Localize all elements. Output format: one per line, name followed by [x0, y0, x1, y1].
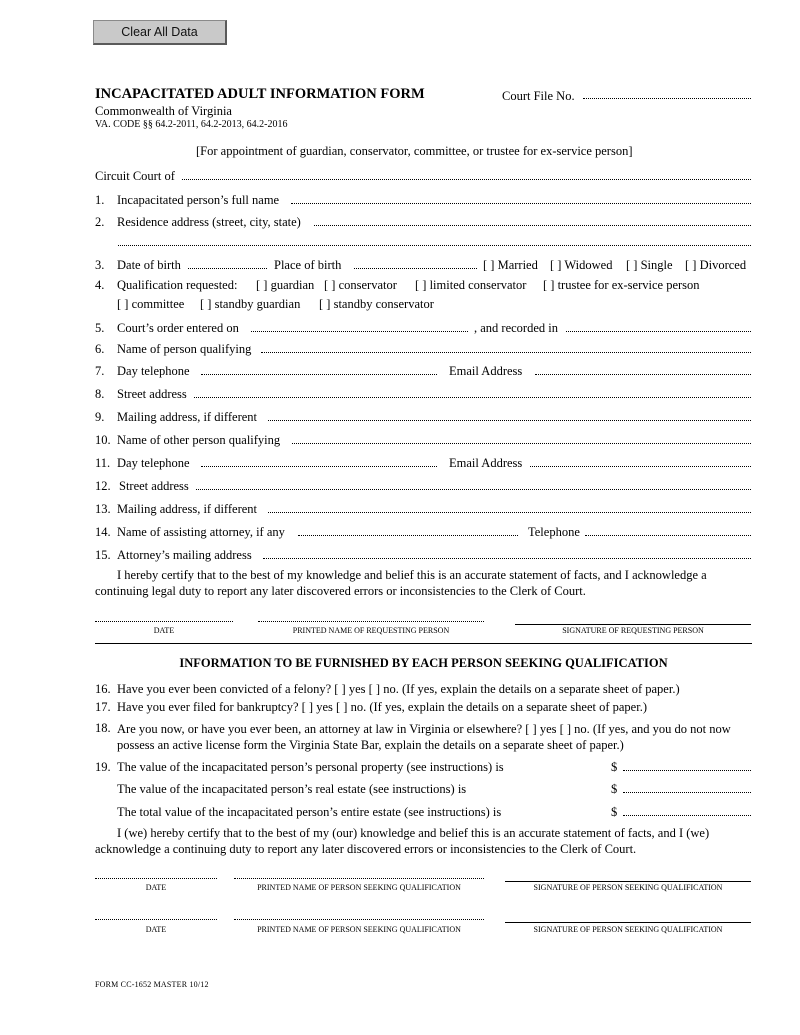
form-title: INCAPACITATED ADULT INFORMATION FORM: [95, 86, 425, 102]
guardian-checkbox[interactable]: [ ] guardian: [256, 278, 315, 292]
printed-name-field[interactable]: [234, 919, 484, 920]
commonwealth-label: Commonwealth of Virginia: [95, 104, 232, 118]
item-number: 7.: [95, 364, 105, 378]
email-field[interactable]: [535, 374, 751, 375]
printed-name-caption: PRINTED NAME OF PERSON SEEKING QUALIFICATION: [257, 883, 461, 892]
item-number: 3.: [95, 258, 105, 272]
currency-symbol: $: [611, 760, 618, 774]
date-of-birth-field[interactable]: [188, 268, 267, 269]
signature-caption: SIGNATURE OF PERSON SEEKING QUALIFICATION: [533, 925, 723, 934]
day-telephone-field[interactable]: [201, 374, 437, 375]
date-caption: DATE: [145, 925, 167, 934]
item-label: Incapacitated person’s full name: [117, 193, 280, 207]
item-5: [95, 321, 752, 337]
order-date-field[interactable]: [251, 331, 468, 332]
form-subtitle: [For appointment of guardian, conservator, committee, or trustee for ex-service person]: [196, 144, 633, 158]
recorded-in-field[interactable]: [566, 331, 751, 332]
item-label: Court’s order entered on: [117, 321, 239, 335]
married-checkbox[interactable]: [ ] Married: [483, 258, 538, 272]
item-8: [95, 387, 752, 403]
item-16: [95, 682, 752, 698]
item-number: 16.: [95, 682, 111, 696]
day-telephone-field-2[interactable]: [201, 466, 437, 467]
signature-caption: SIGNATURE OF REQUESTING PERSON: [562, 626, 704, 635]
item-label: Qualification requested:: [117, 278, 238, 292]
item-9: [95, 410, 752, 426]
item-6: [95, 342, 752, 358]
real-estate-label: The value of the incapacitated person’s real estate (see instructions) is: [117, 782, 467, 796]
item-label: Date of birth: [117, 258, 181, 272]
item-label: Day telephone: [117, 364, 190, 378]
printed-name-caption: PRINTED NAME OF REQUESTING PERSON: [292, 626, 450, 635]
residence-field[interactable]: [314, 225, 751, 226]
signature-line[interactable]: [505, 922, 751, 923]
limited-conservator-checkbox[interactable]: [ ] limited conservator: [415, 278, 527, 292]
item-number: 1.: [95, 193, 105, 207]
committee-checkbox[interactable]: [ ] committee: [117, 297, 185, 311]
mailing-address-field[interactable]: [268, 420, 751, 421]
widowed-checkbox[interactable]: [ ] Widowed: [550, 258, 613, 272]
recorded-in-label: , and recorded in: [474, 321, 558, 335]
item-18: [95, 721, 752, 755]
currency-symbol: $: [611, 805, 618, 819]
item-10: [95, 433, 752, 449]
telephone-label: Telephone: [528, 525, 580, 539]
signature-caption: SIGNATURE OF PERSON SEEKING QUALIFICATION: [533, 883, 723, 892]
date-field[interactable]: [95, 621, 233, 622]
date-caption: DATE: [153, 626, 175, 635]
item-label: Mailing address, if different: [117, 502, 258, 516]
date-field[interactable]: [95, 919, 217, 920]
personal-property-label: The value of the incapacitated person’s personal property (see instructions) is: [117, 760, 504, 774]
item-number: 11.: [95, 456, 111, 470]
item-text: Are you now, or have you ever been, an attorney at law in Virginia or elsewhere? [ ] yes [ ] no. (If yes, and you do not now possess an active license form the Virginia State Bar, explain the details on a separate sheet of paper.): [117, 722, 731, 752]
item-7: [95, 364, 752, 380]
mailing-address-field-2[interactable]: [268, 512, 751, 513]
item-19-real: [95, 782, 752, 798]
item-number: 18.: [95, 721, 111, 735]
item-number: 9.: [95, 410, 105, 424]
item-19-total: [95, 805, 752, 821]
email-label: Email Address: [449, 456, 523, 470]
standby-guardian-checkbox[interactable]: [ ] standby guardian: [200, 297, 301, 311]
item-19: [95, 760, 752, 776]
personal-property-field[interactable]: [623, 770, 751, 771]
full-name-field[interactable]: [291, 203, 751, 204]
item-12: [95, 479, 752, 495]
item-14: [95, 525, 752, 541]
item-2: [95, 215, 752, 231]
signature-line[interactable]: [505, 881, 751, 882]
item-label: Name of assisting attorney, if any: [117, 525, 285, 539]
item-label: Street address: [117, 387, 187, 401]
place-of-birth-field[interactable]: [354, 268, 477, 269]
item-4-line2: [95, 297, 752, 313]
certification-paragraph-2: I (we) hereby certify that to the best of my (our) knowledge and belief this is an accurate statement of facts, and I (we) acknowledge a continuing duty to report any later discovered errors or inconsistencies to the Clerk of Court.: [95, 826, 710, 856]
divorced-checkbox[interactable]: [ ] Divorced: [685, 258, 747, 272]
item-number: 13.: [95, 502, 111, 516]
item-number: 19.: [95, 760, 111, 774]
item-4: [95, 278, 752, 294]
currency-symbol: $: [611, 782, 618, 796]
clear-all-data-button[interactable]: Clear All Data: [93, 20, 227, 45]
email-field-2[interactable]: [530, 466, 751, 467]
printed-name-caption: PRINTED NAME OF PERSON SEEKING QUALIFICATION: [257, 925, 461, 934]
conservator-checkbox[interactable]: [ ] conservator: [324, 278, 397, 292]
email-label: Email Address: [449, 364, 523, 378]
circuit-court-row: [95, 169, 752, 185]
standby-conservator-checkbox[interactable]: [ ] standby conservator: [319, 297, 434, 311]
certification-paragraph: I hereby certify that to the best of my knowledge and belief this is an accurate statement of facts, and I acknowledge a continuing legal duty to report any later discovered errors or inconsistencies to the Clerk of Court.: [95, 568, 707, 598]
circuit-court-label: Circuit Court of: [95, 169, 175, 183]
printed-name-field[interactable]: [234, 878, 484, 879]
item-1: [95, 193, 752, 209]
date-field[interactable]: [95, 878, 217, 879]
attorney-mailing-field[interactable]: [263, 558, 751, 559]
court-file-label: Court File No.: [502, 89, 575, 103]
item-number: 8.: [95, 387, 105, 401]
item-17: [95, 700, 752, 716]
item-text: Have you ever filed for bankruptcy? [ ] yes [ ] no. (If yes, explain the details on a separate sheet of paper.): [117, 700, 647, 714]
item-15: [95, 548, 752, 564]
item-number: 4.: [95, 278, 105, 292]
va-code-label: VA. CODE §§ 64.2-2011, 64.2-2013, 64.2-2016: [95, 119, 288, 130]
item-label: Name of other person qualifying: [117, 433, 281, 447]
attorney-telephone-field[interactable]: [585, 535, 751, 536]
real-estate-field[interactable]: [623, 792, 751, 793]
item-11: [95, 456, 752, 472]
single-checkbox[interactable]: [ ] Single: [626, 258, 673, 272]
form-id: FORM CC-1652 MASTER 10/12: [95, 980, 209, 989]
item-label: Day telephone: [117, 456, 190, 470]
item-number: 17.: [95, 700, 111, 714]
item-13: [95, 502, 752, 518]
place-of-birth-label: Place of birth: [274, 258, 342, 272]
item-text: Have you ever been convicted of a felony? [ ] yes [ ] no. (If yes, explain the details on a separate sheet of paper.): [117, 682, 680, 696]
printed-name-field[interactable]: [258, 621, 484, 622]
item-number: 15.: [95, 548, 111, 562]
other-person-field[interactable]: [292, 443, 751, 444]
item-label: Mailing address, if different: [117, 410, 258, 424]
person-qualifying-field[interactable]: [261, 352, 751, 353]
item-3: [95, 258, 752, 274]
street-address-field[interactable]: [194, 397, 751, 398]
trustee-checkbox[interactable]: [ ] trustee for ex-service person: [543, 278, 700, 292]
item-number: 5.: [95, 321, 105, 335]
item-number: 6.: [95, 342, 105, 356]
section-divider: [95, 643, 752, 644]
street-address-field-2[interactable]: [196, 489, 751, 490]
item-number: 2.: [95, 215, 105, 229]
total-estate-field[interactable]: [623, 815, 751, 816]
item-label: Street address: [119, 479, 189, 493]
item-label: Residence address (street, city, state): [117, 215, 301, 229]
section-heading: INFORMATION TO BE FURNISHED BY EACH PERSON SEEKING QUALIFICATION: [179, 656, 668, 670]
item-number: 14.: [95, 525, 111, 539]
court-file-field[interactable]: [583, 98, 751, 99]
total-estate-label: The total value of the incapacitated person’s entire estate (see instructions) is: [117, 805, 502, 819]
date-caption: DATE: [145, 883, 167, 892]
item-number: 10.: [95, 433, 111, 447]
attorney-name-field[interactable]: [298, 535, 518, 536]
item-number: 12.: [95, 479, 111, 493]
item-label: Attorney’s mailing address: [117, 548, 252, 562]
residence-field-line2[interactable]: [118, 245, 751, 246]
item-label: Name of person qualifying: [117, 342, 252, 356]
circuit-court-field[interactable]: [182, 179, 751, 180]
signature-line[interactable]: [515, 624, 751, 625]
